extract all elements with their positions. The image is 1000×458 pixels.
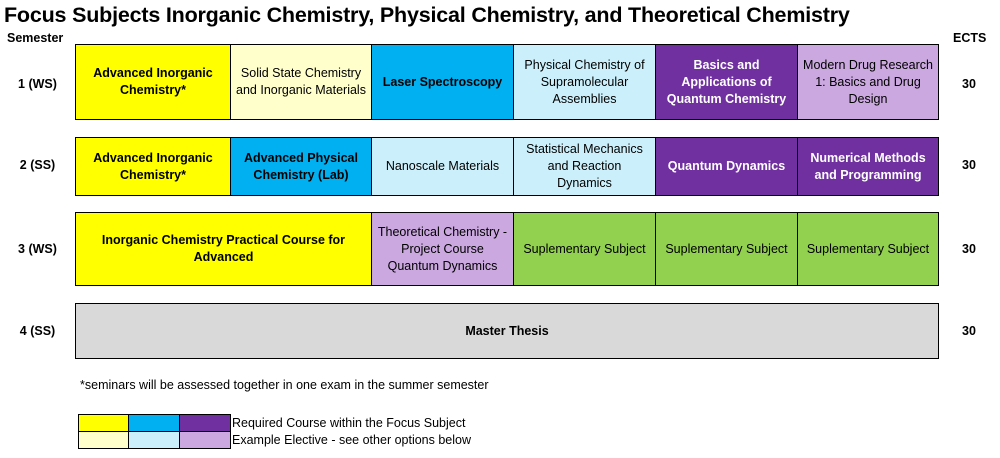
course-cell: Suplementary Subject	[513, 212, 656, 286]
course-cell: Laser Spectroscopy	[371, 44, 514, 120]
legend-swatch-required-theoretical	[179, 414, 231, 432]
course-cell: Master Thesis	[75, 303, 939, 359]
course-cell: Advanced Inorganic Chemistry*	[75, 44, 231, 120]
course-cell: Theoretical Chemistry - Project Course Quantum Dynamics	[371, 212, 514, 286]
course-cell: Inorganic Chemistry Practical Course for Advanced	[75, 212, 372, 286]
ects-value-1: 30	[962, 77, 976, 91]
course-cell: Quantum Dynamics	[655, 137, 798, 196]
legend-swatch-required-physical	[128, 414, 180, 432]
legend-required-label: Required Course within the Focus Subject	[232, 416, 466, 430]
course-cell: Advanced Physical Chemistry (Lab)	[230, 137, 372, 196]
semester-label-2: 2 (SS)	[19, 158, 56, 172]
ects-column-header: ECTS	[953, 31, 987, 45]
semester-label-4: 4 (SS)	[19, 324, 56, 338]
ects-value-3: 30	[962, 242, 976, 256]
course-cell: Suplementary Subject	[797, 212, 939, 286]
semester-label-3: 3 (WS)	[18, 242, 57, 256]
course-cell: Suplementary Subject	[655, 212, 798, 286]
course-cell: Numerical Methods and Programming	[797, 137, 939, 196]
legend-elective-label: Example Elective - see other options below	[232, 433, 472, 447]
course-cell: Physical Chemistry of Supramolecular Assemblies	[513, 44, 656, 120]
legend-swatch-elective-physical	[128, 431, 180, 449]
course-cell: Solid State Chemistry and Inorganic Materials	[230, 44, 372, 120]
legend-swatch-elective-theoretical	[179, 431, 231, 449]
course-cell: Statistical Mechanics and Reaction Dynamics	[513, 137, 656, 196]
legend-swatch-required-inorganic	[78, 414, 129, 432]
legend-swatch-elective-inorganic	[78, 431, 129, 449]
ects-value-4: 30	[962, 324, 976, 338]
course-cell: Basics and Applications of Quantum Chemistry	[655, 44, 798, 120]
semester-label-1: 1 (WS)	[18, 77, 57, 91]
course-cell: Modern Drug Research 1: Basics and Drug Design	[797, 44, 939, 120]
semester-column-header: Semester	[7, 31, 64, 45]
footnote: *seminars will be assessed together in one exam in the summer semester	[80, 378, 489, 392]
page-title: Focus Subjects Inorganic Chemistry, Physical Chemistry, and Theoretical Chemistry	[4, 3, 850, 27]
course-cell: Advanced Inorganic Chemistry*	[75, 137, 231, 196]
ects-value-2: 30	[962, 158, 976, 172]
course-cell: Nanoscale Materials	[371, 137, 514, 196]
